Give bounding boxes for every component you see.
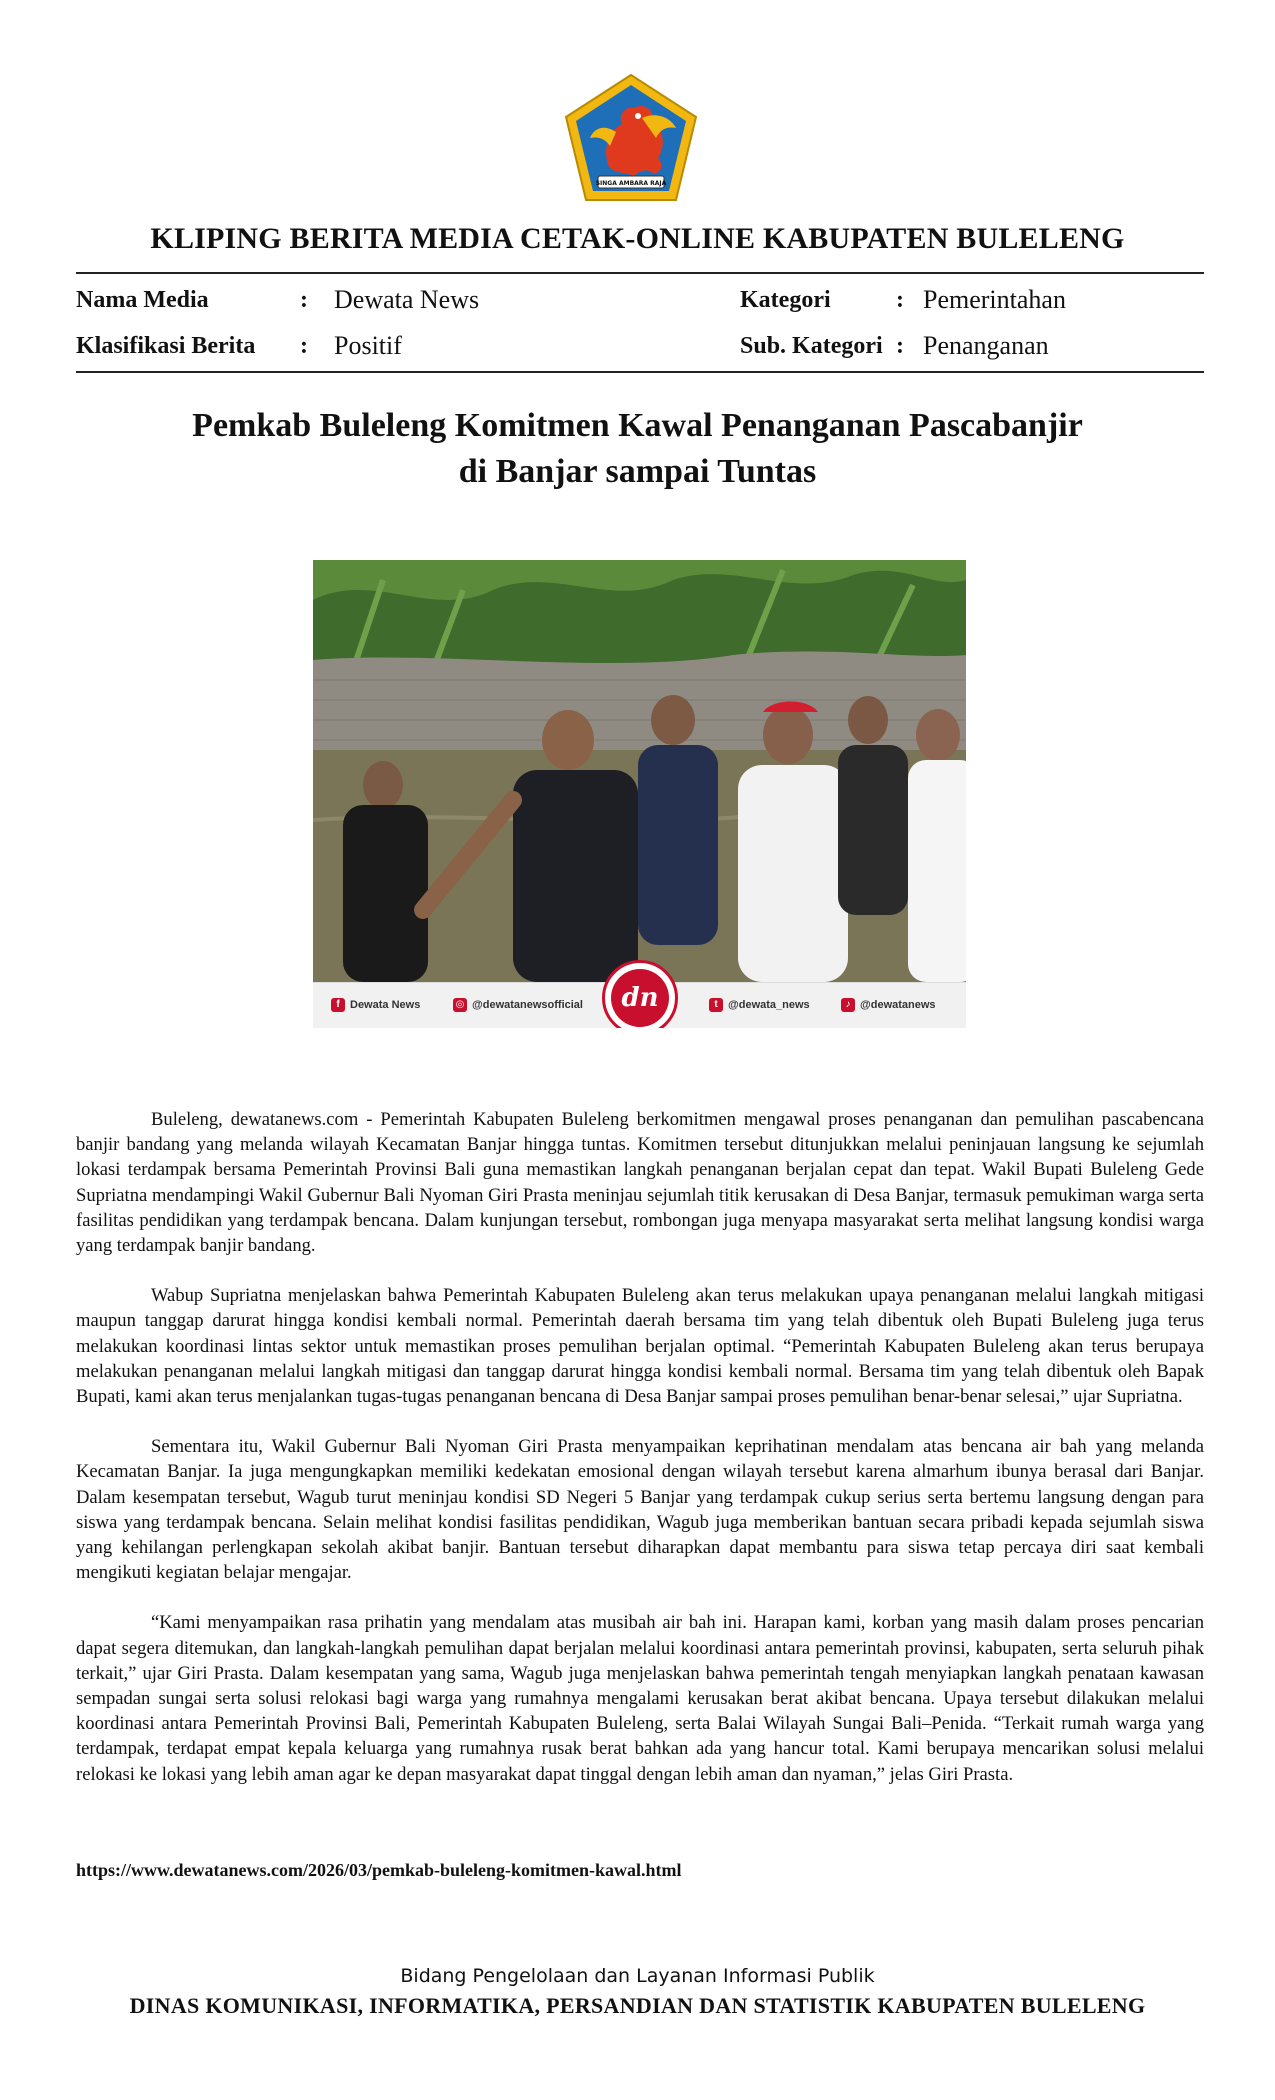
instagram-handle-text: @dewatanewsofficial <box>472 999 583 1011</box>
tiktok-handle-text: @dewatanews <box>860 999 936 1011</box>
header-divider-bottom <box>76 371 1204 373</box>
meta-value-sub-kategori: Penanganan <box>923 331 1049 360</box>
facebook-icon: f <box>331 998 345 1012</box>
meta-label-kategori: Kategori <box>740 287 831 313</box>
emblem-motto: SINGA AMBARA RAJA <box>595 180 667 187</box>
instagram-handle <box>453 998 583 1012</box>
meta-label-sub-kategori: Sub. Kategori <box>740 333 883 359</box>
article-body <box>76 1107 1204 1812</box>
tiktok-handle <box>841 998 936 1012</box>
buleleng-emblem-logo <box>564 72 699 203</box>
twitter-handle <box>709 998 810 1012</box>
photo-officials-at-river <box>313 560 966 982</box>
headline-line-2: di Banjar sampai Tuntas <box>458 453 817 490</box>
meta-label-nama-media: Nama Media <box>76 287 209 313</box>
article-paragraph: Buleleng, dewatanews.com - Pemerintah Kabupaten Buleleng berkomitmen mengawal proses penanganan dan pemulihan pascabencana banjir bandang yang melanda wilayah Kecamatan Banjar hingga tuntas. Komitmen tersebut ditunjukkan melalui peninjauan langsung ke sejumlah lokasi terdampak bersama Pemerintah Provinsi Bali guna memastikan langkah penanganan berjalan cepat dan tepat. Wakil Bupati Buleleng Gede Supriatna mendampingi Wakil Gubernur Bali Nyoman Giri Prasta meninjau sejumlah titik kerusakan di Desa Banjar, termasuk pemukiman warga serta fasilitas pendidikan yang terdampak bencana. Dalam kunjungan tersebut, rombongan juga menyapa masyarakat serta melihat langsung kondisi warga yang terdampak banjir bandang. <box>76 1109 1204 1257</box>
article-paragraph: Sementara itu, Wakil Gubernur Bali Nyoman Giri Prasta menyampaikan keprihatinan mendalam atas bencana air bah yang melanda Kecamatan Banjar. Ia juga mengungkapkan memiliki kedekatan emosional dengan wilayah tersebut karena almarhum ibunya berasal dari Banjar. Dalam kesempatan tersebut, Wagub turut meninjau kondisi SD Negeri 5 Banjar yang terdampak cukup serius serta bertemu langsung dengan para siswa yang terdampak bencana. Selain melihat kondisi fasilitas pendidikan, Wagub juga memberikan bantuan secara pribadi kepada sejumlah siswa yang kehilangan perlengkapan sekolah akibat banjir. Bantuan tersebut diharapkan dapat membantu para siswa tetap percaya diri saat kembali mengikuti kegiatan belajar mengajar. <box>76 1436 1204 1584</box>
meta-colon: : <box>300 287 308 313</box>
meta-value-kategori: Pemerintahan <box>923 285 1066 314</box>
meta-colon: : <box>300 333 308 359</box>
meta-value-klasifikasi: Positif <box>334 331 402 360</box>
meta-label-klasifikasi: Klasifikasi Berita <box>76 333 256 359</box>
instagram-icon: ◎ <box>453 998 467 1012</box>
tiktok-icon: ♪ <box>841 998 855 1012</box>
footer-division: Bidang Pengelolaan dan Layanan Informasi Publik <box>400 1965 875 1987</box>
headline-line-1: Pemkab Buleleng Komitmen Kawal Penanganan Pascabanjir <box>192 407 1083 444</box>
twitter-handle-text: @dewata_news <box>728 999 810 1011</box>
facebook-handle <box>331 998 420 1012</box>
article-paragraph: “Kami menyampaikan rasa prihatin yang mendalam atas musibah air bah ini. Harapan kami, korban yang masih dalam proses pencarian dapat segera ditemukan, dan langkah-langkah pemulihan dapat berjalan melalui koordinasi antara pemerintah provinsi, kabupaten, serta seluruh pihak terkait,” ujar Giri Prasta. Dalam kesempatan yang sama, Wagub juga menjelaskan bahwa pemerintah tengah menyiapkan langkah penataan kawasan sempadan sungai serta solusi relokasi bagi warga yang rumahnya mengalami kerusakan berat akibat bencana. Upaya tersebut dilakukan melalui koordinasi antara Pemerintah Provinsi Bali, Pemerintah Kabupaten Buleleng, serta Balai Wilayah Sungai Bali–Penida. “Terkait rumah warga yang terdampak, terdapat empat kepala keluarga yang rumahnya rusak berat bahkan ada yang hancur total. Kami berupaya mencarikan solusi melalui relokasi ke lokasi yang lebih aman agar ke depan masyarakat dapat tinggal dengan lebih aman dan nyaman,” jelas Giri Prasta. <box>76 1612 1204 1785</box>
article-headline <box>100 403 1175 495</box>
meta-colon: : <box>896 333 904 359</box>
header-divider-top <box>76 272 1204 274</box>
dewata-news-logo <box>602 960 678 1028</box>
article-photo <box>313 560 966 1028</box>
facebook-handle-text: Dewata News <box>350 999 421 1011</box>
footer-department: DINAS KOMUNIKASI, INFORMATIKA, PERSANDIAN DAN STATISTIK KABUPATEN BULELENG <box>129 1993 1146 2018</box>
source-url: https://www.dewatanews.com/2026/03/pemkab-buleleng-komitmen-kawal.html <box>76 1860 682 1880</box>
meta-colon: : <box>896 287 904 313</box>
document-title: KLIPING BERITA MEDIA CETAK-ONLINE KABUPATEN BULELENG <box>150 222 1125 255</box>
meta-value-nama-media: Dewata News <box>334 285 480 314</box>
dewata-news-logo-text: dn <box>611 969 669 1027</box>
twitter-icon: t <box>709 998 723 1012</box>
article-paragraph: Wabup Supriatna menjelaskan bahwa Pemerintah Kabupaten Buleleng akan terus melakukan upaya penanganan melalui langkah mitigasi maupun tanggap darurat hingga kondisi kembali normal. Pemerintah daerah bersama tim yang telah dibentuk oleh Bupati Buleleng juga terus melakukan koordinasi lintas sektor untuk memastikan proses pemulihan berjalan optimal. “Pemerintah Kabupaten Buleleng akan terus berupaya melakukan penanganan melalui langkah mitigasi dan tanggap darurat hingga kondisi kembali normal. Bersama tim yang telah dibentuk oleh Bapak Bupati, kami akan terus menjalankan tugas-tugas penanganan bencana di Desa Banjar sampai proses pemulihan benar-benar selesai,” ujar Supriatna. <box>76 1285 1204 1408</box>
